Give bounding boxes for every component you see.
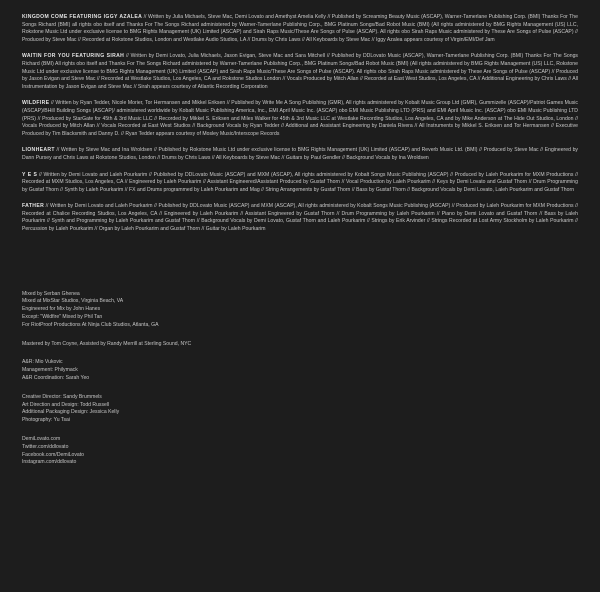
- management-credit-line: Management: Philymack: [22, 367, 78, 374]
- design-credit-line: Creative Director: Sandy Brummels: [22, 393, 102, 400]
- mix-credit-line: Except: "Wildfire" Mixed by Phil Tan: [22, 314, 103, 321]
- production-credits-section: [22, 291, 578, 468]
- twitter-link[interactable]: Twitter.com/ddlovato: [22, 443, 69, 450]
- design-credit-line: Art Direction and Design: Todd Russell: [22, 401, 110, 408]
- song-credits-block: [22, 147, 578, 162]
- song-credits-paragraph: [22, 172, 578, 195]
- management-credits-group: [22, 359, 578, 382]
- section-spacer: [22, 243, 578, 287]
- song-title: LIONHEART: [22, 147, 55, 154]
- mix-credit-line: Mixed by Serban Ghenea: [22, 290, 80, 297]
- song-credits-paragraph: [22, 203, 578, 233]
- mix-credits-group: [22, 291, 578, 330]
- design-credits-group: [22, 394, 578, 425]
- song-credits-text: // Written by Demi Lovato and Laleh Pourkarim // Published by DDLovato Music (ASCAP) and MXM (ASCAP), All rights administered by Kobalt Songs Music Publishing (ASCAP) // Produced by Laleh Pourkarim for MXM Productions // Recorded at Chalice Recording Studios, Los Angeles, CA // Engineered by Laleh Pourkarim // Assistant Engineered by Gustaf Thorn // Drum Programming by Laleh Pourkarim // Piano by Demi Lovato and Gustaf Thorn // Bass by Laleh Pourkarim // Synth and Programming by Laleh Pourkarim and Gustaf Thorn // Background Vocals by Demi Lovato, Gustaf Thorn and Laleh Pourkarim // Strings by Erik Arvinder // Strings Recorded at Lost Army Stockholm by Laleh Pourkarim // Percussion by Laleh Pourkarim // Organ by Laleh Pourkarim and Gustaf Thorn // Guitar by Laleh Pourkarim: [22, 203, 578, 233]
- song-credits-block: [22, 203, 578, 233]
- song-credits-text: // Written by Ryan Tedder, Nicole Morier, Tor Hermansen and Mikkel Eriksen // Published by Write Me A Song Publishing (GMR), All rights administered by Kobalt Music Group Ltd (GMR), Gummizelle (ASCAP)/Patriot Games Music (ASCAP)/BHill Building Songs (ASCAP)/ administered worldwide by Kobalt Music Publishing America, Inc., EMI April Music Inc. (ASCAP) obo EMI Music Publishing LTD (PRS) and EMI April Music Inc. (ASCAP) obo EMI Music Publishing LTD (PRS) // Produced by StarGate for 45th & 3rd Music LLC // Recorded by Mikkel S. Eriksen and Miles Walker for 45th & 3rd Music LLC at Westlake Recording Studios, Los Angeles, CA and by Mike Anderson at The Hide Out Studios, London // Vocals Produced by Mitch Allan // Vocals Recorded at East West Studios // Background Vocals by Ryan Tedder // Additional and Assistant Engineering by Daniela Rivera // All Instruments by Mikkel S. Eriksen and Tor Hermansen // Executive Produced by Tim Blacksmith and Danny D. // Ryan Tedder appears courtesy of Mosley Music/Interscope Records: [22, 100, 578, 137]
- song-title: WILDFIRE: [22, 100, 50, 107]
- song-credits-text: // Written by Demi Lovato and Laleh Pourkarim // Published by DDLovato Music (ASCAP) and MXM (ASCAP), All rights administered by Kobalt Songs Music Publishing (ASCAP) // Produced by Laleh Pourkarim for MXM Productions // Recorded at MXM Studios, Los Angeles, CA // Engineered by Laleh Pourkarim // Assistant Engineered/Assistant Produced by Gustaf Thorn // Vocal Production by Laleh Pourkarim // Keys by Demi Lovato and Gustaf Thorn // Drum Programming by Gustaf Thorn // Synth by Laleh Pourkarim // FX and Drums programmed by Laleh Pourkarim and Mag // String Arrangements by Gustaf Thorn // Bass by Gustaf Thorn // Background Vocals by Demi Lovato, Laleh Pourkarim and Gustaf Thorn: [22, 171, 579, 193]
- mastering-credit-line: Mastered by Tom Coyne, Assisted by Randy Merrill at Sterling Sound, NYC: [22, 340, 192, 347]
- mastering-credits-group: [22, 341, 578, 349]
- song-credits-text: // Written by Steve Mac and Ina Wroldsen // Published by Rokstone Music Ltd under exclusive license to BMG Rights Management (UK) Limited (ASCAP) and Reverb Music Ltd. (BMI) // Produced by Steve Mac // Engineered by Dann Pursey and Chris Laws at Rokstone Studios, London // Drums by Chris Laws // All Keyboards by Steve Mac // Guitars by Paul Gendler // Background Vocals by Ina Wroldsen: [22, 147, 578, 161]
- website-link[interactable]: DemiLovato.com: [22, 436, 61, 443]
- management-credit-line: A&R: Mio Vukovic: [22, 359, 63, 366]
- song-credits-paragraph: [22, 53, 578, 91]
- facebook-link[interactable]: Facebook.com/DemiLovato: [22, 451, 85, 458]
- song-credits-block: [22, 14, 578, 44]
- mix-credit-line: Engineered for Mix by John Hanes: [22, 306, 101, 313]
- song-title: FATHER: [22, 203, 45, 210]
- song-credits-block: [22, 53, 578, 91]
- song-credits-block: [22, 100, 578, 138]
- mix-credit-line: For RiotProof Productions At Ninja Club Studios, Atlanta, GA: [22, 321, 159, 328]
- song-title: WAITIN FOR YOU FEATURING SIRAH: [22, 53, 125, 60]
- design-credit-line: Additional Packaging Design: Jessica Kelly: [22, 409, 120, 416]
- management-credit-line: A&R Coordination: Sarah Yeo: [22, 375, 90, 382]
- song-credits-paragraph: [22, 147, 578, 162]
- song-title: Y E S: [22, 171, 38, 178]
- social-links-group: [22, 436, 578, 467]
- song-credits-paragraph: [22, 100, 578, 138]
- song-credits-block: [22, 172, 578, 195]
- song-credits-paragraph: [22, 14, 578, 44]
- song-title: KINGDOM COME FEATURING IGGY AZALEA: [22, 14, 143, 20]
- mix-credit-line: Mixed at MixStar Studios, Virginia Beach, VA: [22, 298, 124, 305]
- song-credits-text: // Written by Julia Michaels, Steve Mac, Demi Lovato and Amethyst Amelia Kelly // Published by Screaming Beauty Music (ASCAP), Warner-Tamerlane Publishing Corp. (BMI) Thanks For The Songs Richard (BMI) all rights obo itself and Thanks For The Songs Richard administered by Warner-Tamerlane Publishing Corp., BMG Platinum Songs/Bad Robot Music (BMI) (All rights administered by BMG Rights Management (US) LLC, Rokstone Music Ltd under exclusive license to BMG Rights Management (UK) Limited (ASCAP) and Sirah Raps Music/These Are Songs of Pulse (ASCAP). All rights obo Sirah Raps Music administered by These Are Songs of Pulse (ASCAP) // Produced by Steve Mac // Recorded at Rokstone Studios, London and Westlake Audio Studios, LA // Drums by Chris Laws // All Keyboards by Steve Mac // Iggy Azalea appears courtesy of Virgin/EMI/Def Jam: [22, 14, 578, 43]
- instagram-link[interactable]: Instagram.com/ddlovato: [22, 459, 77, 466]
- song-credits-text: // Written by Demi Lovato, Julia Michaels, Jason Evigan, Steve Mac and Sara Mitchell // Published by DDLovato Music (ASCAP), Warner-Tamerlane Publishing Corp. (BMI) Thanks For The Songs Richard (BMI) All rights obo itself and Thanks For The Songs Richard administered by Warner-Tamerlane Publishing Corp., BMG Platinum Songs/Bad Robot Music (BMI) (All rights administered by BMG Rights Management (US) LLC, Rokstone Music Ltd under exclusive license to BMG Rights Management (UK) Limited (ASCAP) and Sirah Raps Music/These Are Songs of Pulse (ASCAP). All rights obo Sirah Raps Music administered by These Are Songs of Pulse (ASCAP) // Produced by Jason Evigan and Steve Mac // Recorded at Westlake Studios, Los Angeles, CA and Rokstone Studios London // Vocals Produced by Mitch Allan // Recorded at East West Studios, Los Angeles, CA // Additional Engineering by Chris Laws // All Instrumentation by Jason Evigan and Steve Mac // Sirah appears courtesy of Atlantic Recording Corporation: [22, 53, 578, 90]
- design-credit-line: Photography: Yu Tsai: [22, 417, 70, 424]
